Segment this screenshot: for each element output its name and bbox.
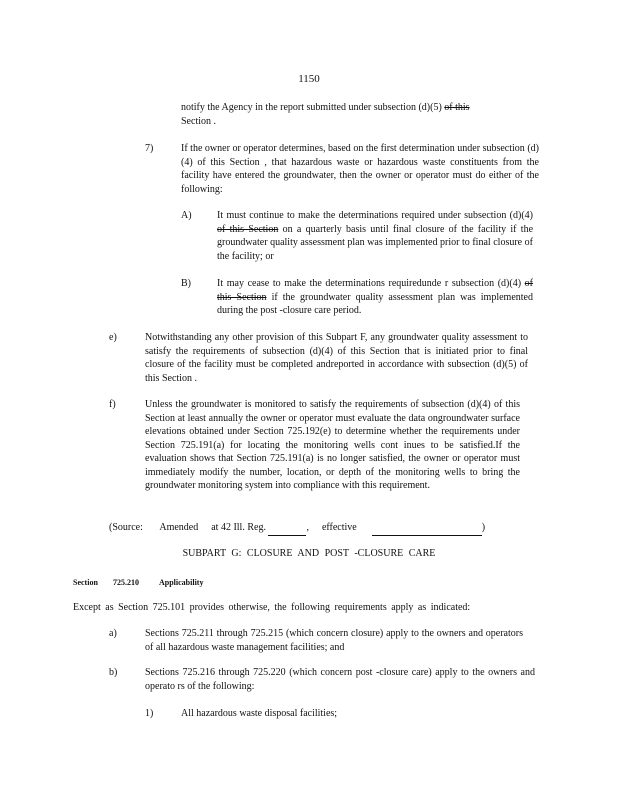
intro-text: Except as Section 725.101 provides otherwise, the following requirements apply as indicated: [73,602,471,613]
item-marker-e: e) [109,332,117,343]
item-7b-deleted: of this Section [217,278,534,303]
item-marker-f: f) [109,399,116,410]
continuation-tail: Section . [181,115,216,127]
item-marker-b1: 1) [145,708,154,719]
section-title: Applicability [159,578,204,587]
item-7-text: If the owner or operator determines, based on the first determination under subsection (d)(4) of this Section , that hazardous waste or hazardous waste constituents from the facility have entered the groundwater, then the owner or operator must do either of the following: [181,143,539,195]
source-amended: Amended [159,522,199,533]
section-label: Section [73,578,98,587]
continuation-text: notify the Agency in the report submitted under subsection (d)(5) [181,102,442,113]
reg-blank [268,521,306,536]
source-effective: effective [321,522,357,533]
source-close: ) [481,522,486,533]
page-number: 1150 [298,73,320,85]
item-7b-text [217,277,533,318]
item-marker-7a: A) [181,210,192,221]
item-b1-text: All hazardous waste disposal facilities; [181,708,338,719]
item-f-text: Unless the groundwater is monitored to satisfy the requirements of subsection (d)(4) of this Section at least annually the owner or operator must evaluate the data ongroundwater surface elevations obtained under Section 725.192(e) to determine whether the requirements under Section 725.191(a) for locating the monitoring wells cont inues to be satisfied.If the evaluation shows that Section 725.191(a) is no longer satisfied, the owner or operator must immediately modify the number, location, or depth of the monitoring wells to bring the groundwater monitoring system into compliance with this requirement. [145,399,520,491]
item-marker-7b: B) [181,278,191,289]
source-note: (Source: Amended at 42 Ill. Reg. , effective ) [109,521,509,536]
item-e-text: Notwithstanding any other provision of this Subpart F, any groundwater quality assessment to satisfy the requirements of subsection (d)(4) of this Section that is initiated prior to final closure of the facility must be completed andreported in accordance with subsection (d)(5) of this Section . [145,332,528,384]
item-marker-a: a) [109,628,117,639]
continuation-paragraph [181,101,531,128]
item-7b-before: It may cease to make the determinations requiredunde r subsection (d)(4) [217,278,522,289]
source-reg: at 42 Ill. Reg. [211,522,266,533]
section-number: 725.210 [113,578,139,587]
source-prefix: (Source: [109,522,143,533]
item-7a-deleted: of this Section [217,223,279,235]
item-marker-7: 7) [145,143,154,154]
deleted-text: of this [444,102,470,113]
item-7a-text [217,209,533,263]
item-b-text: Sections 725.216 through 725.220 (which concern post -closure care) apply to the owners and operato rs of the following: [145,667,535,692]
subpart-heading: SUBPART G: CLOSURE AND POST -CLOSURE CARE [182,548,436,559]
item-marker-b: b) [109,667,118,678]
effective-blank [372,521,482,536]
item-7a-after: on a quarterly basis until final closure of the facility if the groundwater quality assessment plan was implemented prior to final closure of the facility; or [217,223,534,262]
item-7a-before: It must continue to make the determinations required under subsection (d)(4) [217,210,533,221]
item-a-text: Sections 725.211 through 725.215 (which concern closure) apply to the owners and operators of all hazardous waste management facilities; and [145,628,523,653]
item-7b-after: if the groundwater quality assessment plan was implemented during the post -closure care period. [217,291,533,316]
